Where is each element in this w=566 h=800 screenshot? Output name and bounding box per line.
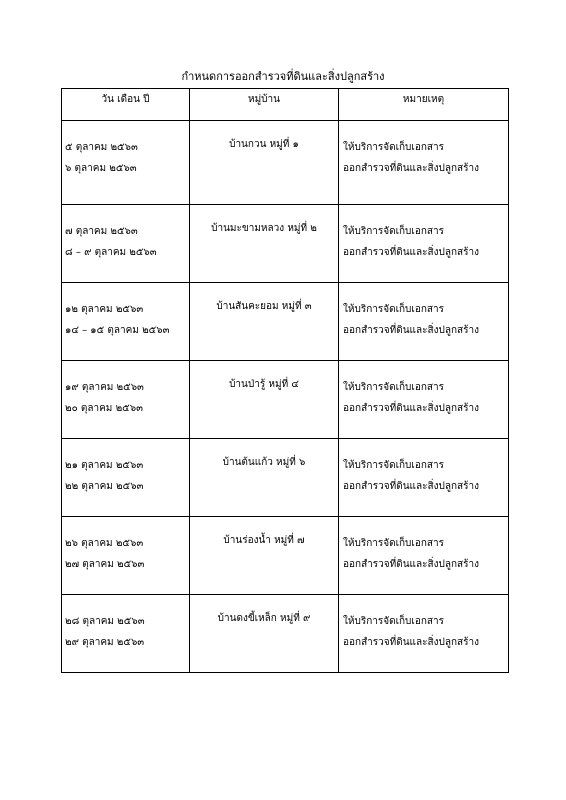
note-line-1: ให้บริการจัดเก็บเอกสาร [343,304,444,315]
village-cell: บ้านมะขามหลวง หมู่ที่ ๒ [190,205,339,283]
date-cell [62,121,190,205]
schedule-table [61,88,509,673]
note-line-2: ออกสำรวจที่ดินและสิ่งปลูกสร้าง [343,325,479,336]
note-line-1: ให้บริการจัดเก็บเอกสาร [343,616,444,627]
village-cell: บ้านป่ารู้ หมู่ที่ ๔ [190,361,339,439]
note-line-2: ออกสำรวจที่ดินและสิ่งปลูกสร้าง [343,559,479,570]
date-end: ๒๗ ตุลาคม ๒๕๖๓ [65,559,145,570]
table-row [62,595,509,673]
date-end: ๒๙ ตุลาคม ๒๕๖๓ [65,637,145,648]
table-row [62,121,509,205]
date-cell [62,205,190,283]
note-line-1: ให้บริการจัดเก็บเอกสาร [343,142,444,153]
note-line-1: ให้บริการจัดเก็บเอกสาร [343,226,444,237]
note-line-1: ให้บริการจัดเก็บเอกสาร [343,538,444,549]
date-end: ๑๔ – ๑๕ ตุลาคม ๒๕๖๓ [65,325,170,336]
note-line-1: ให้บริการจัดเก็บเอกสาร [343,460,444,471]
village-cell: บ้านกวน หมู่ที่ ๑ [190,121,339,205]
table-row [62,205,509,283]
note-cell [339,439,509,517]
village-cell: บ้านต้นแก้ว หมู่ที่ ๖ [190,439,339,517]
note-cell [339,517,509,595]
date-end: ๒๐ ตุลาคม ๒๕๖๓ [65,403,143,414]
village-cell: บ้านร่องน้ำ หมู่ที่ ๗ [190,517,339,595]
date-start: ๒๘ ตุลาคม ๒๕๖๓ [65,616,145,627]
date-end: ๖ ตุลาคม ๒๕๖๓ [65,163,137,174]
note-cell [339,121,509,205]
date-start: ๑๙ ตุลาคม ๒๕๖๓ [65,382,144,393]
date-start: ๑๒ ตุลาคม ๒๕๖๓ [65,304,144,315]
note-cell [339,283,509,361]
date-start: ๕ ตุลาคม ๒๕๖๓ [65,142,138,153]
date-cell [62,361,190,439]
table-row [62,283,509,361]
date-end: ๘ – ๙ ตุลาคม ๒๕๖๓ [65,247,157,258]
note-line-1: ให้บริการจัดเก็บเอกสาร [343,382,444,393]
date-end: ๒๒ ตุลาคม ๒๕๖๓ [65,481,144,492]
note-line-2: ออกสำรวจที่ดินและสิ่งปลูกสร้าง [343,637,479,648]
date-cell [62,517,190,595]
date-start: ๒๖ ตุลาคม ๒๕๖๓ [65,538,144,549]
date-cell [62,283,190,361]
header-village: หมู่บ้าน [190,89,339,121]
note-cell [339,595,509,673]
note-line-2: ออกสำรวจที่ดินและสิ่งปลูกสร้าง [343,481,479,492]
header-date: วัน เดือน ปี [62,89,190,121]
note-line-2: ออกสำรวจที่ดินและสิ่งปลูกสร้าง [343,163,479,174]
document-title: กำหนดการออกสำรวจที่ดินและสิ่งปลูกสร้าง [181,70,385,83]
table-header-row [62,89,509,121]
table-row [62,517,509,595]
note-line-2: ออกสำรวจที่ดินและสิ่งปลูกสร้าง [343,403,479,414]
date-cell [62,439,190,517]
date-cell [62,595,190,673]
note-line-2: ออกสำรวจที่ดินและสิ่งปลูกสร้าง [343,247,479,258]
note-cell [339,205,509,283]
date-start: ๗ ตุลาคม ๒๕๖๓ [65,226,138,237]
table-row [62,361,509,439]
header-note: หมายเหตุ [339,89,509,121]
village-cell: บ้านสันคะยอม หมู่ที่ ๓ [190,283,339,361]
date-start: ๒๑ ตุลาคม ๒๕๖๓ [65,460,144,471]
table-row [62,439,509,517]
note-cell [339,361,509,439]
village-cell: บ้านดงขี้เหล็ก หมู่ที่ ๙ [190,595,339,673]
